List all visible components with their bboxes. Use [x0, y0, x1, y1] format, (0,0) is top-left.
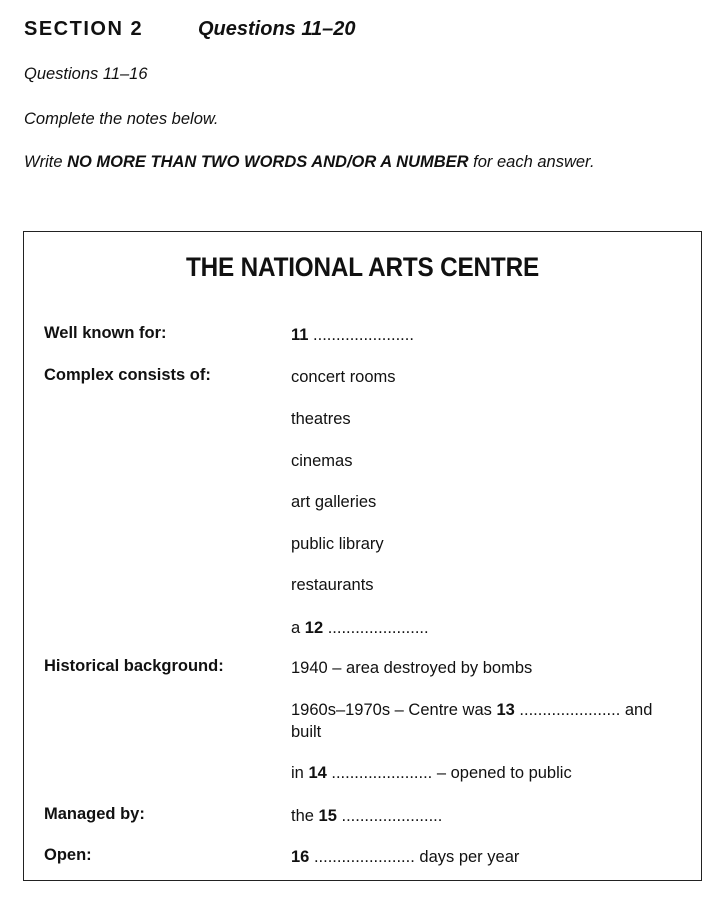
- well-known-label: Well known for:: [44, 324, 167, 342]
- instruction: Complete the notes below.: [24, 110, 219, 128]
- complex-item: public library: [291, 535, 384, 553]
- q15-prefix: the: [291, 807, 319, 825]
- answer-blank-11[interactable]: ......................: [313, 326, 414, 344]
- answer-14: [291, 762, 686, 784]
- question-number-13: 13: [496, 701, 515, 719]
- history-line-1: 1940 – area destroyed by bombs: [291, 659, 533, 677]
- q13-prefix: 1960s–1970s – Centre was: [291, 701, 497, 719]
- complex-item: art galleries: [291, 493, 377, 511]
- answer-blank-14[interactable]: ......................: [331, 764, 433, 782]
- complex-item: restaurants: [291, 576, 374, 594]
- open-label: Open:: [44, 846, 92, 864]
- question-number-11: 11: [291, 326, 309, 344]
- answer-blank-16[interactable]: ......................: [313, 848, 415, 866]
- q16-suffix: days per year: [414, 848, 520, 866]
- answer-blank-15[interactable]: ......................: [341, 807, 443, 825]
- word-limit: [24, 153, 595, 172]
- notes-title: THE NATIONAL ARTS CENTRE: [186, 252, 539, 282]
- answer-13: [291, 699, 686, 743]
- answer-blank-12[interactable]: ......................: [327, 619, 429, 637]
- question-number-14: 14: [308, 764, 327, 782]
- answer-blank-13[interactable]: ......................: [519, 701, 621, 719]
- complex-item: concert rooms: [291, 368, 396, 386]
- history-label: Historical background:: [44, 657, 224, 675]
- word-limit-prefix: Write: [24, 153, 68, 171]
- sub-questions: Questions 11–16: [24, 65, 148, 83]
- q12-prefix: a: [291, 619, 305, 637]
- section-heading: [24, 18, 356, 41]
- questions-range: Questions 11–20: [198, 18, 356, 40]
- question-number-12: 12: [304, 619, 324, 637]
- section-label: SECTION 2: [24, 18, 144, 40]
- managed-label: Managed by:: [44, 805, 145, 823]
- word-limit-emphasis: NO MORE THAN TWO WORDS AND/OR A NUMBER: [67, 153, 469, 171]
- word-limit-suffix: for each answer.: [468, 153, 595, 171]
- answer-15: [291, 805, 686, 827]
- question-number-16: 16: [291, 848, 310, 866]
- q13-suffix: and built: [291, 701, 653, 741]
- notes-box: [23, 231, 702, 881]
- q14-suffix: – opened to public: [432, 764, 572, 782]
- question-number-15: 15: [318, 807, 337, 825]
- complex-item: theatres: [291, 410, 351, 428]
- answer-12: [291, 617, 686, 639]
- q14-prefix: in: [291, 764, 309, 782]
- answer-16: [291, 846, 686, 868]
- answer-11: [291, 324, 686, 346]
- complex-label: Complex consists of:: [44, 366, 211, 384]
- complex-item: cinemas: [291, 452, 353, 470]
